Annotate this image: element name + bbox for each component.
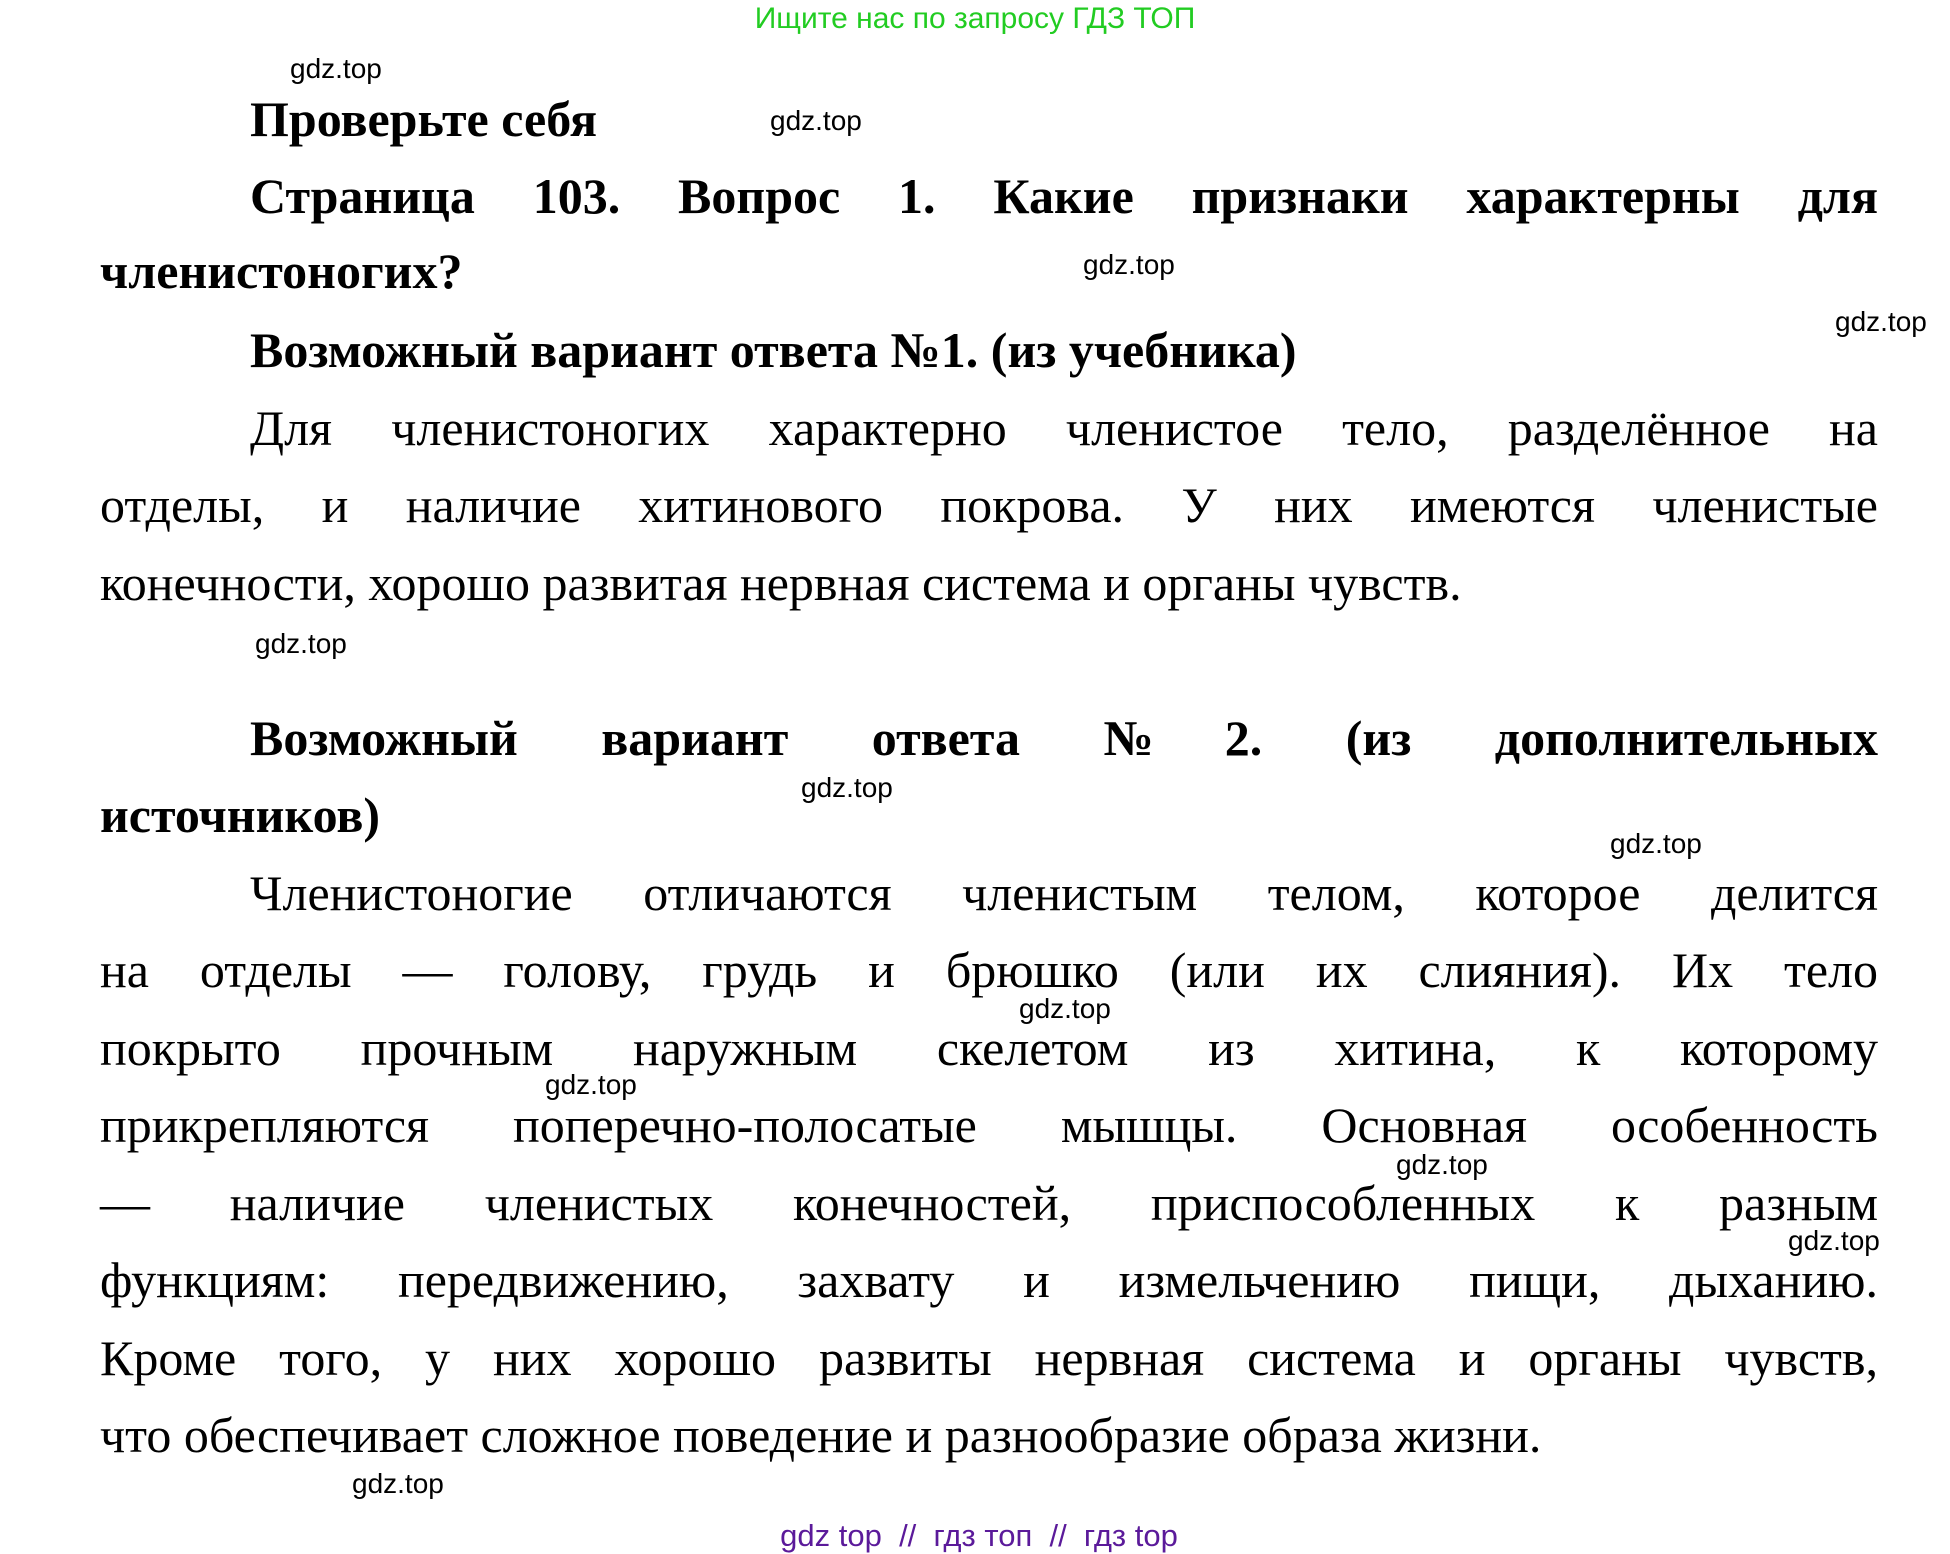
answer2-line: что обеспечивает сложное поведение и разнообразие образа жизни. [100, 1407, 1542, 1463]
watermark: gdz.top [1396, 1149, 1488, 1180]
watermark: gdz.top [545, 1069, 637, 1100]
answer2-line: функциям: передвижению, захвату и измельчению пищи, дыханию. [100, 1252, 1878, 1308]
watermark: gdz.top [1019, 993, 1111, 1024]
answer2-line: Кроме того, у них хорошо развиты нервная система и органы чувств, [100, 1330, 1878, 1386]
question-line: Страница 103. Вопрос 1. Какие признаки характерны для [250, 168, 1878, 224]
watermark: gdz.top [352, 1468, 444, 1499]
answer1-line: Для членистоногих характерно членистое тело, разделённое на [250, 400, 1878, 456]
answer1-line: отделы, и наличие хитинового покрова. У них имеются членистые [100, 477, 1878, 533]
answer2-line: Членистоногие отличаются членистым телом, которое делится [250, 865, 1878, 921]
answer1-line: конечности, хорошо развитая нервная система и органы чувств. [100, 555, 1462, 611]
footer-watermark: gdz top // гдз топ // гдз top [780, 1518, 1178, 1553]
question-line: членистоногих? [100, 243, 463, 299]
watermark: gdz.top [1083, 249, 1175, 280]
answer1-heading: Возможный вариант ответа №1. (из учебника) [250, 322, 1297, 378]
search-banner: Ищите нас по запросу ГДЗ ТОП [754, 2, 1196, 35]
watermark: gdz.top [1610, 828, 1702, 859]
answer2-line: — наличие членистых конечностей, приспособленных к разным [100, 1175, 1878, 1231]
watermark: gdz.top [255, 628, 347, 659]
answer2-line: на отделы — голову, грудь и брюшко (или их слияния). Их тело [100, 942, 1878, 998]
watermark: gdz.top [1788, 1225, 1880, 1256]
answer2-line: прикрепляются поперечно-полосатые мышцы. Основная особенность [100, 1097, 1878, 1153]
answer2-heading: источников) [100, 787, 380, 843]
watermark: gdz.top [290, 53, 382, 84]
section-title: Проверьте себя [250, 91, 598, 147]
watermark: gdz.top [801, 772, 893, 803]
answer2-heading: Возможный вариант ответа №2. (из дополнительных [250, 710, 1878, 766]
answer2-line: покрыто прочным наружным скелетом из хитина, к которому [100, 1020, 1878, 1076]
watermark: gdz.top [1835, 306, 1927, 337]
watermark: gdz.top [770, 105, 862, 136]
